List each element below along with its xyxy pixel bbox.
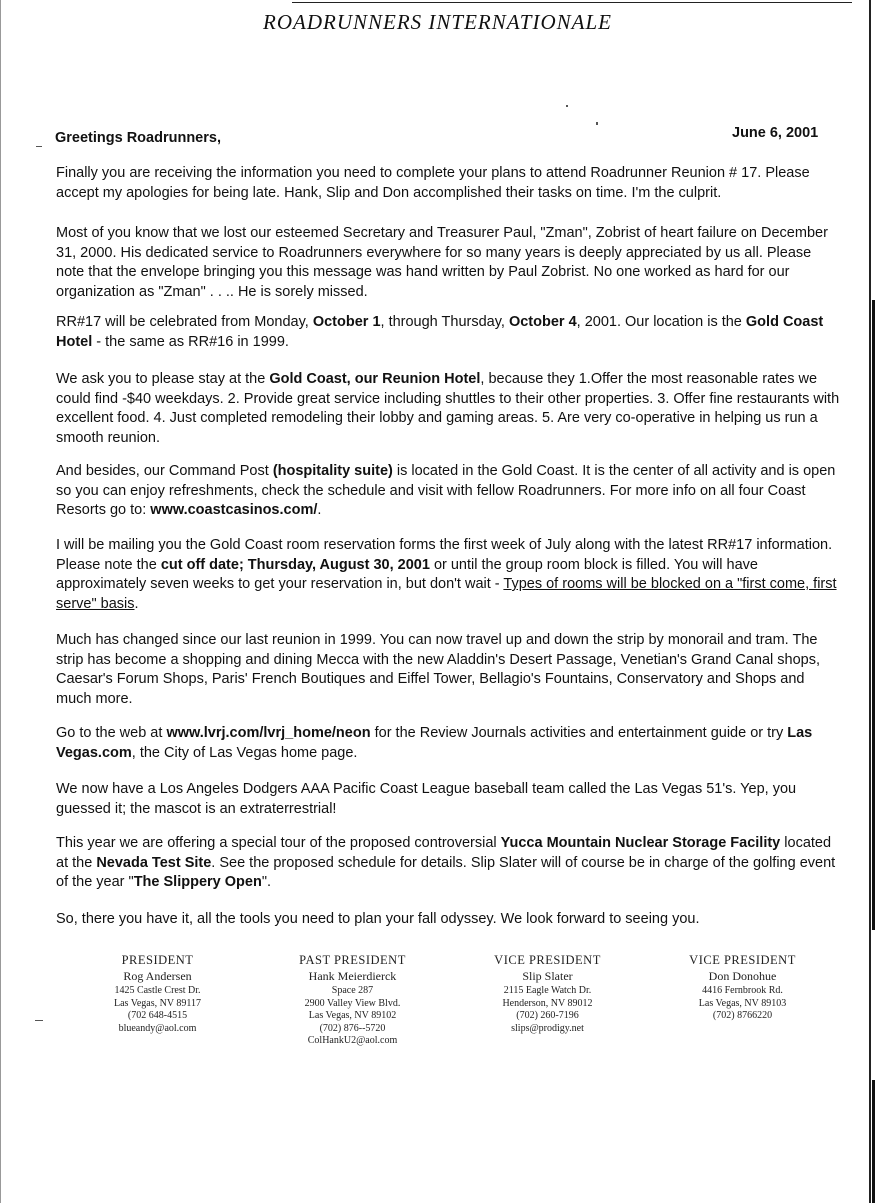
paragraph — [56, 370, 840, 448]
masthead-title: ROADRUNNERS INTERNATIONALE — [263, 10, 612, 34]
text-run: . See the proposed schedule for details. Slip Slater will of course be in charge of the golfing event of the year " — [56, 854, 836, 890]
text-run: I will be mailing you the Gold Coast room reservation forms the first week of July along with the latest RR#17 information. Please note the — [56, 537, 833, 573]
bold-text: October 4 — [508, 314, 577, 330]
scan-speck — [596, 122, 598, 125]
scan-speck — [566, 105, 568, 107]
text-run: is located in the Gold Coast. It is the center of all activity and is open so you can enjoy refreshments, check the schedule and visit with fellow Roadrunners. For more info on all four Coast Resorts go to: — [56, 463, 836, 518]
officer-phone: (702 648-4515 — [127, 1010, 188, 1021]
letter-date: June 6, 2001 — [732, 125, 819, 141]
text-run: . — [317, 502, 322, 518]
bold-text: www.lvrj.com/lvrj_home/neon — [166, 725, 371, 741]
text-run: . — [134, 595, 139, 612]
officer-address: 2900 Valley View Blvd. — [304, 997, 401, 1009]
officer-address: 4416 Fernbrook Rd. — [702, 985, 783, 996]
text-run: We now have a Los Angeles Dodgers AAA Pacific Coast League baseball team called the Las Vegas 51's. Yep, you guessed it; the mascot is an extraterrestrial! — [56, 781, 797, 817]
text-run: Go to the web at — [56, 725, 167, 741]
officer-space: Space 287 — [331, 985, 374, 996]
text-run: Most of you know that we lost our esteemed Secretary and Treasurer Paul, "Zman", Zobrist of heart failure on December 31, 2000. His dedicated service to Roadrunners everywhere for so many years is deeply appreciated by us all. Please note that the envelope bringing you this message was hand written by Paul Zobrist. No one worked as hard for our organization as "Zman" . . .. He is sorely missed. — [56, 225, 828, 300]
text-run: We ask you to please stay at the — [56, 371, 270, 387]
officer-city: Las Vegas, NV 89117 — [113, 997, 202, 1009]
officer-directory — [60, 953, 840, 1048]
bold-text: cut off date; Thursday, August 30, 2001 — [160, 556, 430, 573]
officer-title: VICE PRESIDENT — [689, 953, 796, 967]
officer-address: 2115 Eagle Watch Dr. — [503, 985, 592, 996]
text-run: ". — [261, 874, 271, 890]
bold-text: The Slippery Open — [133, 874, 262, 890]
officer-block — [255, 953, 450, 1048]
text-run: located at the — [56, 835, 832, 871]
paragraph — [56, 313, 840, 352]
bold-text: www.coastcasinos.com/ — [150, 502, 318, 518]
text-run: , through Thursday, — [380, 314, 509, 330]
officer-phone: (702) 8766220 — [712, 1010, 773, 1021]
officer-title: PAST PRESIDENT — [299, 953, 406, 967]
text-run: And besides, our Command Post — [56, 463, 273, 479]
bold-text: Gold Coast Hotel — [56, 314, 824, 350]
text-run: So, there you have it, all the tools you need to plan your fall odyssey. We look forward to seeing you. — [56, 911, 700, 927]
scan-edge-right — [869, 0, 871, 1203]
text-run: RR#17 will be celebrated from Monday, — [56, 314, 313, 330]
text-run: or until the group room block is filled. You will have approximately seven weeks to get your reservation in, but don't wait - — [56, 556, 758, 592]
paragraph — [56, 834, 840, 893]
scan-speck — [36, 146, 42, 147]
scan-speck — [35, 1020, 43, 1021]
officer-title: VICE PRESIDENT — [494, 953, 601, 967]
officer-block — [645, 953, 840, 1048]
officer-block — [450, 953, 645, 1048]
officer-phone: (702) 260-7196 — [516, 1010, 579, 1021]
greeting: Greetings Roadrunners, — [55, 130, 221, 146]
text-run: Much has changed since our last reunion in 1999. You can now travel up and down the strip by monorail and tram. The strip has become a shopping and dining Mecca with the new Aladdin's Desert Passage, Venetian's Grand Canal shops, Caesar's Forum Shops, Paris' French Boutiques and Eiffel Tower, Bellagio's Fountains, Conservatory and Shops and much more. — [56, 632, 821, 707]
officer-email: blueandy@aol.com — [118, 1022, 197, 1034]
text-run: , 2001. Our location is the — [576, 314, 746, 330]
text-run: , the City of Las Vegas home page. — [131, 744, 358, 761]
paragraph — [56, 462, 840, 521]
officer-email: slips@prodigy.net — [511, 1022, 584, 1034]
officer-name: Don Donohue — [708, 969, 777, 983]
officer-phone: (702) 876--5720 — [319, 1022, 386, 1034]
officer-name: Rog Andersen — [123, 969, 192, 983]
text-run: for the Review Journals activities and entertainment guide or try — [370, 725, 788, 741]
paragraph — [56, 724, 840, 763]
officer-address: 1425 Castle Crest Dr. — [114, 985, 201, 996]
bold-text: Nevada Test Site — [96, 854, 212, 871]
officer-city: Henderson, NV 89012 — [502, 997, 593, 1009]
officer-city: Las Vegas, NV 89102 — [308, 1010, 397, 1021]
paragraph — [56, 631, 840, 709]
bold-text: Yucca Mountain Nuclear Storage Facility — [500, 835, 781, 851]
officer-name: Slip Slater — [522, 969, 573, 983]
underlined-text: Types of rooms will be blocked on a "first come, first serve" basis — [56, 576, 837, 612]
text-run: This year we are offering a special tour of the proposed controversial — [56, 835, 501, 851]
bold-text: Las Vegas.com — [56, 725, 813, 761]
bold-text: (hospitality suite) — [272, 463, 393, 479]
text-run: - the same as RR#16 in 1999. — [92, 333, 289, 350]
officer-city: Las Vegas, NV 89103 — [698, 997, 787, 1009]
bold-text: October 1 — [312, 314, 381, 330]
scan-edge-top — [292, 2, 852, 3]
paragraph — [56, 224, 840, 302]
officer-block — [60, 953, 255, 1048]
officer-title: PRESIDENT — [121, 953, 194, 967]
officer-name: Hank Meierdierck — [308, 969, 397, 983]
text-run: Finally you are receiving the information you need to complete your plans to attend Roadrunner Reunion # 17. Please accept my apologies for being late. Hank, Slip and Don accomplished their tasks on time. I'm the culprit. — [56, 165, 810, 201]
officer-email: ColHankU2@aol.com — [307, 1035, 398, 1046]
paragraph — [56, 780, 840, 819]
bold-text: Gold Coast, our Reunion Hotel — [269, 371, 481, 387]
scan-edge-left — [0, 0, 1, 1203]
text-run: , because they 1.Offer the most reasonable rates we could find -$40 weekdays. 2. Provide great service including shuttles to their other properties. 3. Offer fine restaurants with excellent food. 4. Just completed remodeling their lobby and gaming areas. 5. Are very co-operative in helping us run a smooth reunion. — [56, 371, 840, 446]
paragraph — [56, 536, 840, 614]
paragraph — [56, 164, 840, 203]
paragraph — [56, 910, 840, 930]
